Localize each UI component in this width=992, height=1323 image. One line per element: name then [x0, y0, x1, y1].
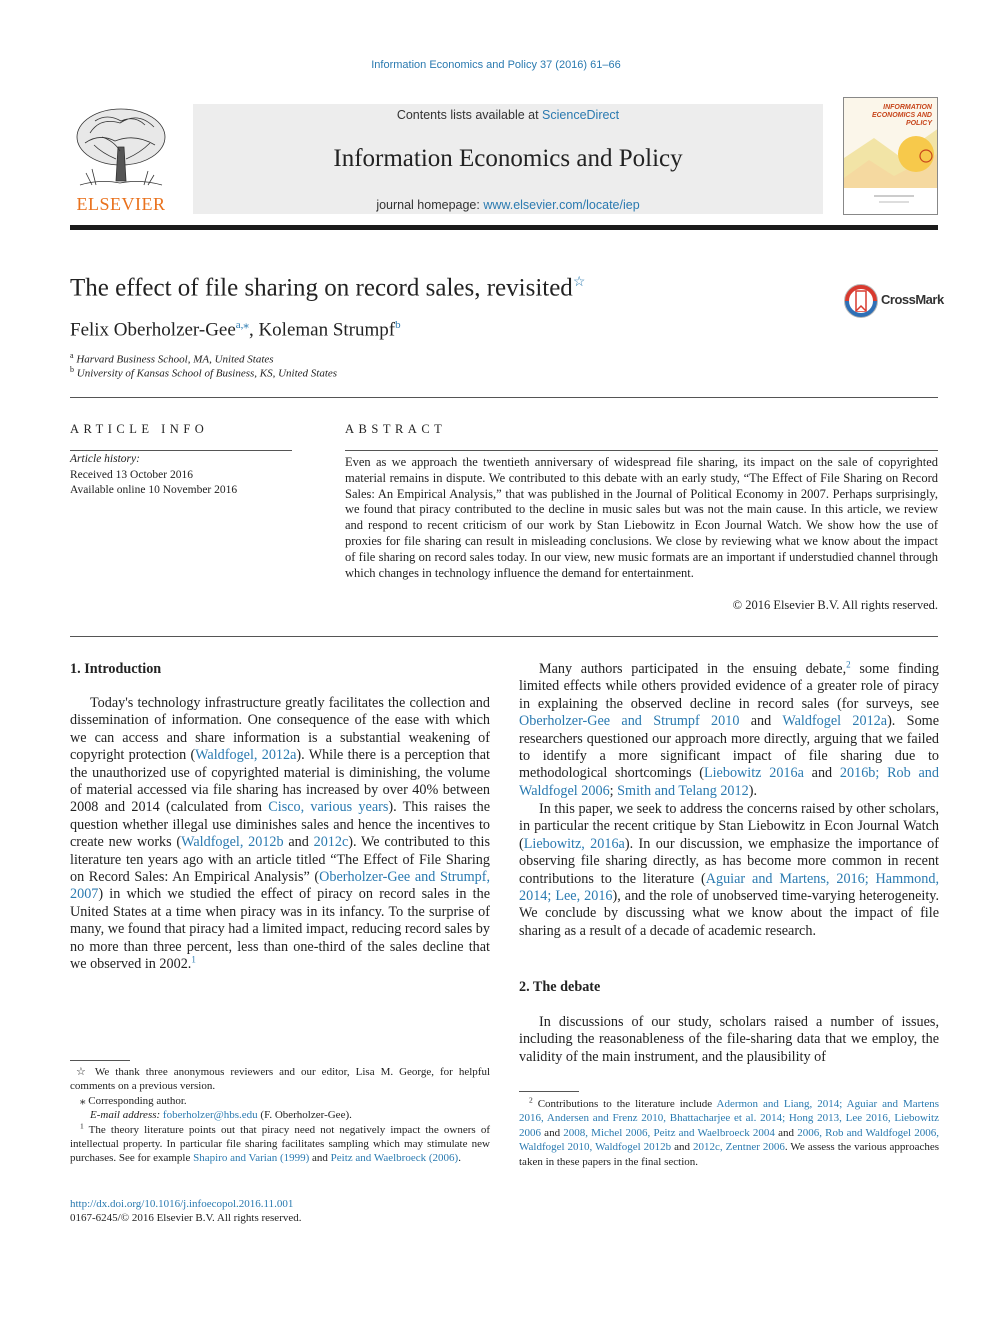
citation-link[interactable]: 2006, Rob and Waldfogel 2006, Waldfogel 2010, Waldfogel 2012b — [519, 1126, 939, 1154]
author-list — [70, 318, 401, 341]
article-history — [70, 452, 237, 499]
affil-a-text: Harvard Business School, MA, United States — [76, 353, 274, 366]
p2-text-a: Many authors participated in the ensuing debate, — [539, 661, 847, 677]
elsevier-tree-icon — [70, 103, 172, 195]
citation-link[interactable]: Shapiro and Varian (1999) — [193, 1152, 310, 1165]
affiliation-b — [70, 365, 337, 380]
fn2-text-e: . We assess the various approaches taken in these papers in the final section. — [519, 1141, 939, 1168]
citation-link[interactable]: Liebowitz 2016a — [703, 765, 804, 782]
section-2-heading — [519, 979, 939, 996]
paragraph-4: In discussions of our study, scholars raised a number of issues, including the reasonableness of the file-sharing data that we employ, the validity of the main instrument, and the plausibility of — [519, 1014, 939, 1065]
p1-text-b: ). While there is a perception that the unauthorized use of copyrighted material is diminishing, the volume of material accessed via file sharing has increased by over 40% between 2008 and 2014 (calculated from — [70, 747, 490, 816]
footnote-1-mark: 1 — [80, 1120, 84, 1130]
p1-text-a: Today's technology infrastructure greatly facilitates the collection and dissemination of information. One consequence of the ease with which we can access and share information is a substantial weakening of copyright protection ( — [70, 695, 490, 764]
doi-link[interactable]: http://dx.doi.org/10.1016/j.infoecopol.2016.11.001 — [70, 1198, 294, 1210]
fn1-text-a: The theory literature points out that piracy need not negatively impact the owners of intellectual property. In particular file sharing facilitates sampling which may stimulate new purchases. See for example — [70, 1123, 490, 1165]
citation-link[interactable]: Smith and Telang 2012 — [617, 782, 749, 799]
p2-text-g: ). — [748, 782, 757, 799]
p1-text-d: and — [283, 834, 314, 851]
citation-link[interactable]: 2008, Michel 2006, Peitz and Waelbroeck 2004 — [563, 1126, 775, 1139]
fn2-text-c: and — [774, 1126, 798, 1139]
section-1-title: 1. Introduction — [70, 661, 162, 677]
citation-link[interactable]: Oberholzer-Gee and Strumpf 2010 — [519, 713, 740, 730]
journal-cover-thumbnail[interactable] — [843, 97, 938, 215]
citation-link[interactable]: 2012c — [313, 834, 349, 851]
crossmark-badge[interactable] — [843, 283, 943, 319]
journal-homepage — [193, 198, 823, 212]
homepage-link[interactable]: www.elsevier.com/locate/iep — [483, 198, 640, 212]
p1-text-c: ). This raises the question whether illegal use diminishes sales and hence the incentives to create new works ( — [70, 799, 490, 851]
abstract-copyright: © 2016 Elsevier B.V. All rights reserved. — [732, 598, 938, 612]
intro-paragraph — [70, 695, 490, 974]
homepage-prefix: journal homepage: — [376, 198, 484, 212]
footnote-rule — [70, 1060, 130, 1061]
article-title-text: The effect of file sharing on record sales, revisited — [70, 274, 573, 302]
citation-link[interactable]: 2016b; Rob and Waldfogel 2006 — [519, 765, 939, 799]
p2-text-c: and — [739, 713, 783, 730]
article-info-rule — [70, 450, 292, 451]
p3-text-c: ), and the role of unobserved time-varying heterogeneity. We conclude by discussing what we know about the impact of file sharing as a result of a decade of academic research. — [519, 888, 940, 939]
section-divider — [70, 397, 938, 398]
p1-text-f: ) in which we studied the effect of piracy on record sales in the United States at a time when piracy was in its infancy. To the surprise of many, we found that piracy had a limited impact, reducing record sales by no more than three percent, less than one-third of the sales decline that we observed in 2002. — [70, 886, 490, 973]
header-rule — [70, 225, 938, 230]
crossmark-icon — [843, 283, 879, 319]
footnotes-right — [519, 1097, 939, 1169]
author2-affil-mark[interactable]: b — [395, 319, 401, 331]
citation-link[interactable]: Waldfogel 2012a — [782, 713, 888, 730]
footnote-1-ref[interactable]: 1 — [191, 954, 196, 965]
section-2-paragraph — [519, 1014, 939, 1066]
section-1-heading — [70, 661, 490, 678]
footnote-corresponding — [70, 1094, 490, 1108]
p2-text-f: ; — [609, 782, 618, 799]
footnote-1 — [70, 1120, 490, 1166]
journal-title: Information Economics and Policy — [333, 145, 683, 172]
contents-prefix: Contents lists available at — [396, 108, 543, 122]
abstract-text: Even as we approach the twentieth anniversary of widespread file sharing, its impact on the sale of copyrighted material remains in dispute. We contributed to this debate with an early study, “The Effect of File Sharing on Record Sales: An Empirical Analysis,” that was published in the Journal of Political Economy in 2007. Perhaps surprisingly, we found that piracy contributed to the decline in music sales but was not the main cause. In this article, we review and respond to recent criticism of our work by Stan Liebowitz in Econ Journal Watch. We show how the use of proxies for file sharing can result in misleading conclusions. We close by reviewing what we know about the impact of file sharing on record sales today. In our view, new music formats are an important if understudied channel through which changes in technology influence the demand for entertainment. — [345, 455, 938, 580]
footnote-email — [70, 1108, 490, 1122]
section-2-title: 2. The debate — [519, 979, 601, 995]
fn2-text-a: Contributions to the literature include — [537, 1098, 717, 1110]
citation-link[interactable]: Liebowitz, 2016a — [523, 835, 625, 852]
sciencedirect-link[interactable]: ScienceDirect — [542, 108, 620, 122]
citation-link[interactable]: Cisco, various years — [268, 799, 389, 816]
fn2-text-d: and — [671, 1141, 694, 1154]
email-link[interactable]: foberholzer@hbs.edu — [162, 1109, 258, 1122]
paragraph-1 — [70, 695, 490, 974]
paragraph-3 — [519, 801, 939, 940]
author-oberholzer-gee[interactable]: Felix Oberholzer-Gee — [70, 319, 236, 341]
footnote-2-mark: 2 — [529, 1095, 533, 1105]
cover-title: INFORMATION ECONOMICS AND POLICY — [871, 104, 932, 127]
citation-link[interactable]: Aguiar and Martens, 2016; Hammond, 2014; Lee, 2016 — [519, 870, 939, 905]
citation-link[interactable]: Oberholzer-Gee and Strumpf, 2007 — [70, 869, 490, 903]
p1-text-e: ). We contributed to this literature ten years ago with an article titled “The Effect of File Sharing on Record Sales: An Empirical Analysis” ( — [70, 834, 490, 886]
corresponding-mark: ⁎ — [80, 1094, 86, 1107]
abstract-rule — [345, 450, 938, 451]
title-footnote-mark[interactable]: ☆ — [572, 275, 586, 290]
contents-line — [193, 108, 823, 122]
p2-text-e: and — [803, 765, 840, 782]
author-separator: , — [248, 319, 259, 341]
affiliation-a — [70, 351, 274, 366]
history-label: Article history: — [70, 453, 140, 465]
p2-text-b: some finding limited effects while others provided evidence of a greater role of piracy in explaining the observed decline in record sales (for surveys, see — [519, 661, 939, 712]
available-date: Available online 10 November 2016 — [70, 484, 238, 496]
debate-paragraph — [519, 661, 939, 800]
crossmark-label: CrossMark — [881, 292, 944, 307]
fn1-text-b: and — [309, 1152, 331, 1165]
citation-link[interactable]: Waldfogel, 2012a — [195, 747, 297, 764]
body-divider — [70, 636, 938, 637]
citation-link[interactable]: Waldfogel, 2012b — [181, 834, 284, 851]
footnote-2-ref[interactable]: 2 — [846, 659, 851, 670]
issn-copyright: 0167-6245/© 2016 Elsevier B.V. All rights reserved. — [70, 1212, 302, 1224]
abstract-heading: ABSTRACT — [345, 422, 447, 436]
journal-reference[interactable]: Information Economics and Policy 37 (2016) 61–66 — [371, 59, 621, 71]
citation-link[interactable]: 2012c, Zentner 2006 — [693, 1141, 785, 1154]
elsevier-wordmark: ELSEVIER — [76, 194, 166, 214]
footnotes-left — [70, 1065, 490, 1166]
fn2-text-b: and — [541, 1126, 564, 1139]
paper-aim-paragraph — [519, 801, 939, 940]
received-date: Received 13 October 2016 — [70, 468, 193, 481]
author1-affil-mark[interactable]: a,⁎ — [235, 319, 249, 331]
author-strumpf[interactable]: Koleman Strumpf — [258, 319, 396, 341]
email-label: E-mail address: — [90, 1109, 163, 1122]
p3-text-b: ). In our discussion, we emphasize the importance of observing file sharing directly, as has become more common in recent contributions to the literature ( — [519, 835, 939, 887]
citation-link[interactable]: Adermon and Liang, 2014; Aguiar and Martens 2016, Andersen and Frenz 2010, Bhattacharjee et al. 2014; Hong 2013, Lee 2016, Liebowitz 2006 — [519, 1098, 940, 1139]
affil-b-mark: b — [70, 365, 74, 374]
article-info-heading: ARTICLE INFO — [70, 422, 209, 436]
p3-text-a: In this paper, we seek to address the concerns raised by other scholars, in particular the recent critique by Stan Liebowitz in Econ Journal Watch ( — [519, 801, 939, 852]
fn1-text-c: . — [458, 1152, 461, 1165]
footnote-rule — [519, 1091, 579, 1092]
citation-link[interactable]: Peitz and Waelbroeck (2006) — [330, 1152, 459, 1165]
p2-text-d: ). Some researchers questioned our approach more directly, arguing that we failed to identify a more significant impact of file sharing due to methodological shortcomings ( — [519, 713, 939, 782]
affil-b-text: University of Kansas School of Business, KS, United States — [76, 367, 338, 380]
footnote-star-text: We thank three anonymous reviewers and our editor, Lisa M. George, for helpful comments on a previous version. — [70, 1066, 490, 1093]
footnote-star: ☆ We thank three anonymous reviewers and our editor, Lisa M. George, for helpful comments on a previous version. — [70, 1066, 490, 1093]
email-suffix: (F. Oberholzer-Gee). — [257, 1109, 352, 1122]
footnote-2 — [519, 1097, 939, 1169]
corresponding-text: Corresponding author. — [88, 1094, 187, 1107]
article-title — [70, 274, 585, 302]
paragraph-2 — [519, 661, 939, 800]
elsevier-logo[interactable] — [70, 103, 172, 215]
affil-a-mark: a — [70, 351, 74, 360]
